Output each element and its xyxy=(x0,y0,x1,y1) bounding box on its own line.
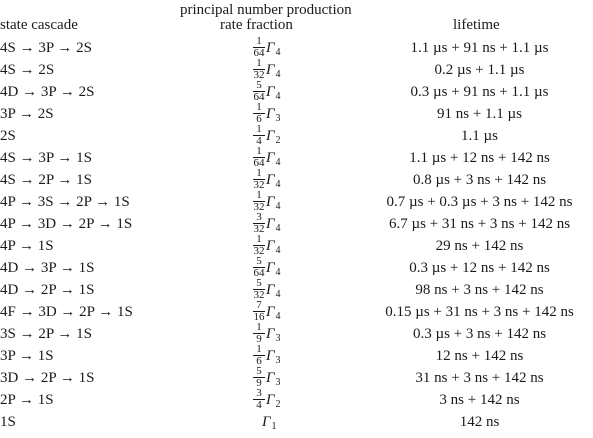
gamma-subscript: 4 xyxy=(275,157,281,168)
gamma-letter: Γ xyxy=(266,106,275,122)
gamma-letter: Γ xyxy=(262,414,271,430)
rate-fraction-cell xyxy=(252,257,292,279)
table-row xyxy=(0,37,593,59)
rate-fraction-cell xyxy=(252,103,292,125)
fraction xyxy=(252,345,266,367)
state-cascade-cell: 2S xyxy=(0,128,16,144)
state-cascade-cell: 4D → 3P → 2S xyxy=(0,84,95,100)
lifetime-cell: 91 ns + 1.1 µs xyxy=(436,106,523,122)
state-cascade-cell: 4D → 3P → 1S xyxy=(0,260,95,276)
gamma-subscript: 3 xyxy=(275,355,281,366)
rate-fraction-cell xyxy=(252,345,292,367)
gamma-letter: Γ xyxy=(266,128,275,144)
state-cascade-cell: 4S → 3P → 1S xyxy=(0,150,92,166)
fraction-numerator: 1 xyxy=(256,343,262,355)
fraction-denominator: 32 xyxy=(253,223,265,235)
fraction-numerator: 5 xyxy=(256,79,262,91)
fraction-numerator: 1 xyxy=(256,101,262,113)
fraction-numerator: 1 xyxy=(256,189,262,201)
state-cascade-cell: 4S → 2S xyxy=(0,62,55,78)
state-cascade-cell: 1S xyxy=(0,414,16,430)
gamma-letter: Γ xyxy=(266,150,275,166)
rate-fraction-cell xyxy=(252,235,292,257)
fraction-numerator: 5 xyxy=(256,365,262,377)
lifetime-cell: 3 ns + 142 ns xyxy=(439,392,520,408)
fraction-numerator: 1 xyxy=(256,167,262,179)
fraction-denominator: 64 xyxy=(253,267,265,279)
gamma-subscript: 1 xyxy=(271,421,277,432)
rate-fraction-cell xyxy=(252,125,292,147)
lifetime-cell: 31 ns + 3 ns + 142 ns xyxy=(415,370,544,386)
lifetime-cell: 142 ns xyxy=(459,414,500,430)
fraction-numerator: 1 xyxy=(256,321,262,333)
lifetime-cell: 0.3 µs + 12 ns + 142 ns xyxy=(409,260,550,276)
table-row xyxy=(0,257,593,279)
fraction-numerator: 3 xyxy=(256,211,262,223)
table-row xyxy=(0,169,593,191)
gamma-subscript: 4 xyxy=(275,201,281,212)
fraction xyxy=(252,147,266,169)
rate-fraction-cell xyxy=(252,81,292,103)
state-cascade-cell: 2P → 1S xyxy=(0,392,54,408)
fraction-denominator: 16 xyxy=(253,311,265,323)
gamma-subscript: 4 xyxy=(275,267,281,278)
rate-fraction-cell xyxy=(252,191,292,213)
fraction-numerator: 3 xyxy=(256,387,262,399)
header-rate-line2: rate fraction xyxy=(220,17,293,33)
table-row xyxy=(0,191,593,213)
gamma-letter: Γ xyxy=(266,40,275,56)
rate-fraction-cell xyxy=(252,37,292,59)
state-cascade-cell: 3P → 2S xyxy=(0,106,54,122)
gamma-subscript: 4 xyxy=(275,289,281,300)
table-row xyxy=(0,59,593,81)
table-row xyxy=(0,125,593,147)
lifetime-cell: 0.3 µs + 91 ns + 1.1 µs xyxy=(410,84,549,100)
gamma-subscript: 4 xyxy=(275,91,281,102)
fraction xyxy=(252,235,266,257)
state-cascade-cell: 4S → 3P → 2S xyxy=(0,40,92,56)
fraction xyxy=(252,125,266,147)
state-cascade-cell: 4S → 2P → 1S xyxy=(0,172,92,188)
lifetime-cell: 0.3 µs + 3 ns + 142 ns xyxy=(412,326,547,342)
table-row xyxy=(0,367,593,389)
state-cascade-cell: 4P → 1S xyxy=(0,238,54,254)
table-row xyxy=(0,81,593,103)
rate-fraction-cell xyxy=(252,367,292,389)
table-row xyxy=(0,279,593,301)
lifetime-cell: 12 ns + 142 ns xyxy=(435,348,524,364)
fraction xyxy=(252,213,266,235)
gamma-letter: Γ xyxy=(266,238,275,254)
table-row xyxy=(0,235,593,257)
fraction xyxy=(252,257,266,279)
header-lifetime: lifetime xyxy=(453,17,500,33)
fraction xyxy=(252,389,266,411)
rate-fraction-cell xyxy=(252,389,292,411)
fraction xyxy=(252,81,266,103)
gamma-letter: Γ xyxy=(266,216,275,232)
gamma-letter: Γ xyxy=(266,282,275,298)
fraction-denominator: 32 xyxy=(253,179,265,191)
gamma-rate-symbol xyxy=(262,411,277,438)
gamma-subscript: 4 xyxy=(275,47,281,58)
table-row xyxy=(0,411,593,433)
rate-fraction-cell xyxy=(252,59,292,81)
fraction-numerator: 1 xyxy=(256,123,262,135)
state-cascade-cell: 4P → 3D → 2P → 1S xyxy=(0,216,133,232)
fraction-denominator: 32 xyxy=(253,289,265,301)
table-row xyxy=(0,103,593,125)
fraction-denominator: 64 xyxy=(253,47,265,59)
fraction xyxy=(252,103,266,125)
fraction-denominator: 4 xyxy=(256,399,262,411)
fraction-numerator: 5 xyxy=(256,255,262,267)
gamma-letter: Γ xyxy=(266,260,275,276)
table-row xyxy=(0,301,593,323)
gamma-letter: Γ xyxy=(266,62,275,78)
gamma-subscript: 3 xyxy=(275,113,281,124)
lifetime-cell: 1.1 µs + 12 ns + 142 ns xyxy=(409,150,550,166)
gamma-subscript: 3 xyxy=(275,333,281,344)
gamma-letter: Γ xyxy=(266,172,275,188)
lifetime-cell: 98 ns + 3 ns + 142 ns xyxy=(415,282,544,298)
fraction-numerator: 1 xyxy=(256,35,262,47)
fraction-numerator: 5 xyxy=(256,277,262,289)
rate-fraction-cell xyxy=(252,279,292,301)
gamma-letter: Γ xyxy=(266,194,275,210)
gamma-letter: Γ xyxy=(266,326,275,342)
gamma-letter: Γ xyxy=(266,370,275,386)
state-cascade-cell: 3S → 2P → 1S xyxy=(0,326,92,342)
fraction-denominator: 9 xyxy=(256,377,262,389)
fraction-denominator: 32 xyxy=(253,69,265,81)
fraction xyxy=(252,367,266,389)
table-row xyxy=(0,213,593,235)
lifetime-cell: 0.8 µs + 3 ns + 142 ns xyxy=(412,172,547,188)
table-row xyxy=(0,323,593,345)
fraction-denominator: 6 xyxy=(256,355,262,367)
lifetime-cell: 1.1 µs + 91 ns + 1.1 µs xyxy=(410,40,549,56)
gamma-subscript: 4 xyxy=(275,179,281,190)
lifetime-cell: 6.7 µs + 31 ns + 3 ns + 142 ns xyxy=(388,216,571,232)
fraction xyxy=(252,301,266,323)
state-cascade-cell: 3D → 2P → 1S xyxy=(0,370,95,386)
header-state-cascade: state cascade xyxy=(0,17,78,33)
state-cascade-cell: 4P → 3S → 2P → 1S xyxy=(0,194,130,210)
header-rate-line1: principal number production xyxy=(180,2,352,18)
fraction xyxy=(252,169,266,191)
fraction-denominator: 6 xyxy=(256,113,262,125)
fraction-denominator: 64 xyxy=(253,157,265,169)
table-row xyxy=(0,345,593,367)
state-cascade-cell: 4F → 3D → 2P → 1S xyxy=(0,304,133,320)
table-row xyxy=(0,389,593,411)
rate-fraction-cell xyxy=(252,169,292,191)
lifetime-cell: 29 ns + 142 ns xyxy=(435,238,524,254)
gamma-subscript: 2 xyxy=(275,399,281,410)
gamma-subscript: 4 xyxy=(275,245,281,256)
gamma-letter: Γ xyxy=(266,392,275,408)
fraction-denominator: 64 xyxy=(253,91,265,103)
state-cascade-cell: 4D → 2P → 1S xyxy=(0,282,95,298)
table-row xyxy=(0,147,593,169)
fraction xyxy=(252,59,266,81)
fraction-denominator: 9 xyxy=(256,333,262,345)
fraction-numerator: 1 xyxy=(256,233,262,245)
fraction-denominator: 4 xyxy=(256,135,262,147)
gamma-subscript: 4 xyxy=(275,223,281,234)
gamma-subscript: 4 xyxy=(275,69,281,80)
rate-fraction-cell xyxy=(252,147,292,169)
fraction-numerator: 1 xyxy=(256,57,262,69)
gamma-subscript: 4 xyxy=(275,311,281,322)
fraction xyxy=(252,37,266,59)
fraction xyxy=(252,191,266,213)
gamma-letter: Γ xyxy=(266,84,275,100)
rate-fraction-cell xyxy=(252,323,292,345)
gamma-letter: Γ xyxy=(266,348,275,364)
fraction-numerator: 7 xyxy=(256,299,262,311)
lifetime-cell: 0.15 µs + 31 ns + 3 ns + 142 ns xyxy=(385,304,574,320)
lifetime-cell: 0.7 µs + 0.3 µs + 3 ns + 142 ns xyxy=(386,194,573,210)
gamma-subscript: 3 xyxy=(275,377,281,388)
state-cascade-cell: 3P → 1S xyxy=(0,348,54,364)
fraction-denominator: 32 xyxy=(253,245,265,257)
rate-fraction-cell xyxy=(252,411,292,433)
gamma-subscript: 2 xyxy=(275,135,281,146)
fraction xyxy=(252,279,266,301)
rate-fraction-cell xyxy=(252,301,292,323)
fraction xyxy=(252,323,266,345)
lifetime-cell: 1.1 µs xyxy=(461,128,498,144)
rate-fraction-cell xyxy=(252,213,292,235)
fraction-numerator: 1 xyxy=(256,145,262,157)
lifetime-cell: 0.2 µs + 1.1 µs xyxy=(434,62,525,78)
fraction-denominator: 32 xyxy=(253,201,265,213)
gamma-letter: Γ xyxy=(266,304,275,320)
